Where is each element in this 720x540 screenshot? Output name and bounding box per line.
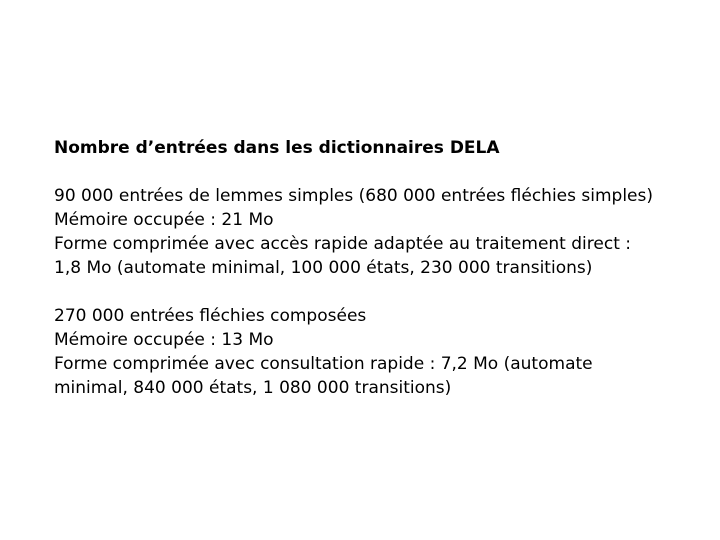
compound-entries-memory: Mémoire occupée : 13 Mo	[54, 330, 274, 350]
simple-entries-automaton: 1,8 Mo (automate minimal, 100 000 états, 230 000 transitions)	[54, 258, 593, 278]
compound-entries-automaton: minimal, 840 000 états, 1 080 000 transitions)	[54, 378, 452, 398]
compound-entries-block	[54, 304, 694, 400]
simple-entries-memory: Mémoire occupée : 21 Mo	[54, 210, 274, 230]
compound-entries-compressed: Forme comprimée avec consultation rapide : 7,2 Mo (automate	[54, 354, 593, 374]
simple-entries-compressed: Forme comprimée avec accès rapide adaptée au traitement direct :	[54, 234, 631, 254]
slide-content	[54, 136, 694, 400]
slide-title: Nombre d’entrées dans les dictionnaires DELA	[54, 138, 500, 158]
compound-entries-count: 270 000 entrées fléchies composées	[54, 306, 367, 326]
simple-entries-block	[54, 184, 694, 280]
simple-entries-count: 90 000 entrées de lemmes simples (680 000 entrées fléchies simples)	[54, 186, 653, 206]
